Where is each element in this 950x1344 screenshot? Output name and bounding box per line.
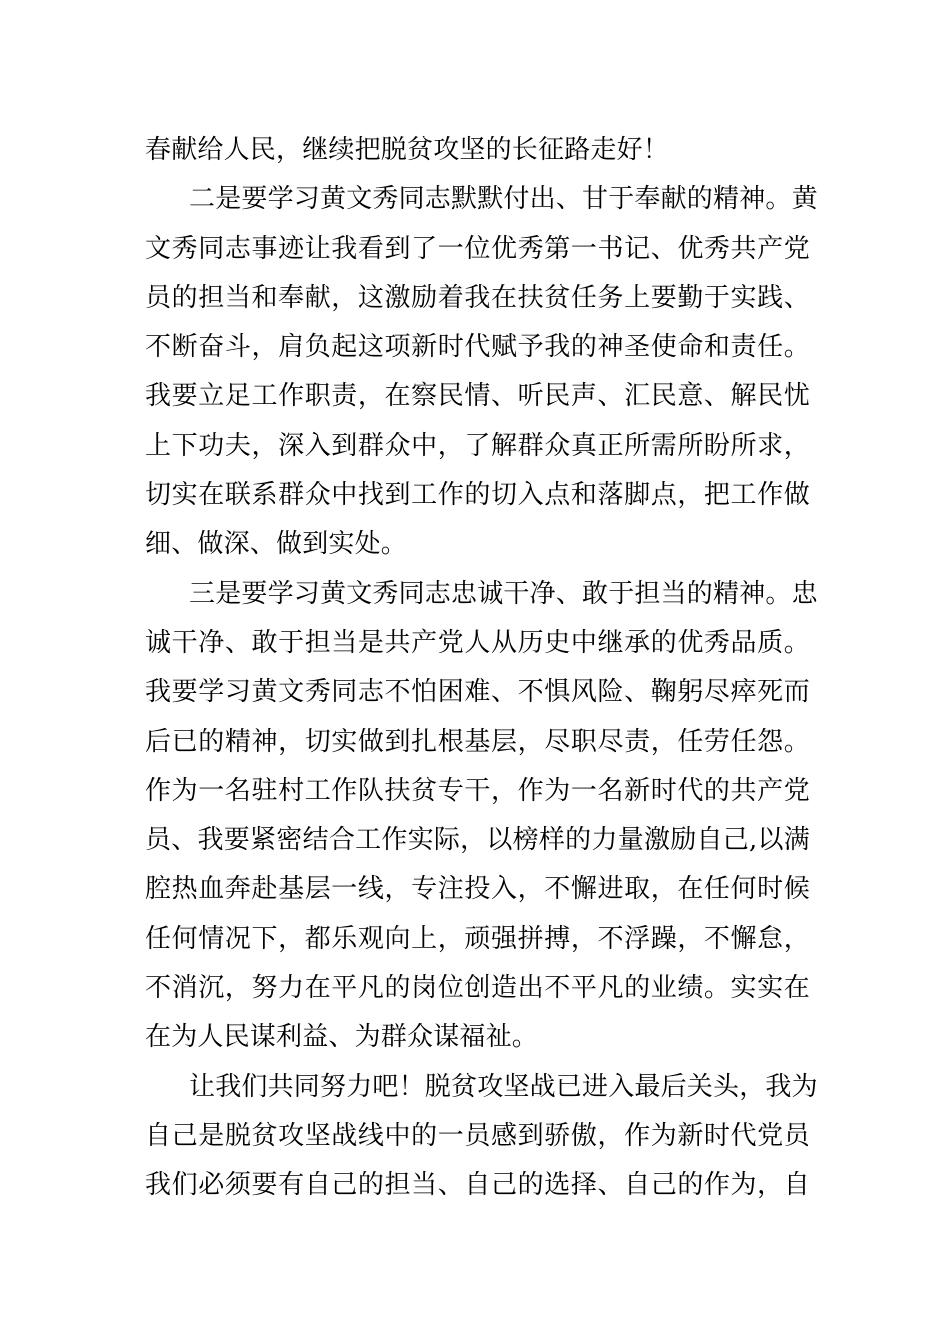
paragraph-start-line: 二是要学习黄文秀同志默默付出、甘于奉献的精神。黄: [189, 184, 818, 215]
text-line: 腔热血奔赴基层一线，专注投入，不懈进取，在任何时候: [145, 874, 810, 905]
text-line: 后已的精神，切实做到扎根基层，尽职尽责，任劳任怨。: [145, 726, 810, 757]
text-line: 切实在联系群众中找到工作的切入点和落脚点，把工作做: [145, 480, 810, 511]
text-line: 不断奋斗，肩负起这项新时代赋予我的神圣使命和责任。: [145, 332, 810, 363]
text-line: 文秀同志事迹让我看到了一位优秀第一书记、优秀共产党: [145, 233, 810, 264]
text-line: 我要立足工作职责，在察民情、听民声、汇民意、解民忧: [145, 381, 810, 412]
text-line: 诚干净、敢于担当是共产党人从历史中继承的优秀品质。: [145, 627, 810, 658]
paragraph-start-line: 让我们共同努力吧！脱贫攻坚战已进入最后关头，我为: [189, 1071, 818, 1102]
body-text: [145, 126, 818, 1211]
text-line: 不消沉，努力在平凡的岗位创造出不平凡的业绩。实实在: [145, 973, 810, 1004]
text-line: 我要学习黄文秀同志不怕困难、不惧风险、鞠躬尽瘁死而: [145, 677, 810, 708]
text-line: 春献给人民，继续把脱贫攻坚的长征路走好！: [145, 135, 670, 165]
text-line: 员的担当和奉献，这激励着我在扶贫任务上要勤于实践、: [145, 282, 810, 313]
text-line: 作为一名驻村工作队扶贫专干，作为一名新时代的共产党: [145, 775, 810, 806]
text-line: 细、做深、做到实处。: [145, 529, 408, 560]
text-line: 员、我要紧密结合工作实际，以榜样的力量激励自己,以满: [145, 825, 810, 856]
text-line: 我们必须要有自己的担当、自己的选择、自己的作为，自: [145, 1170, 810, 1201]
text-line: 自己是脱贫攻坚战线中的一员感到骄傲，作为新时代党员: [145, 1120, 810, 1151]
paragraph-start-line: 三是要学习黄文秀同志忠诚干净、敢于担当的精神。忠: [189, 578, 818, 609]
text-line: 在为人民谋利益、为群众谋福祉。: [145, 1022, 539, 1053]
text-line: 上下功夫，深入到群众中，了解群众真正所需所盼所求，: [145, 430, 810, 461]
text-line: 任何情况下，都乐观向上，顽强拼搏，不浮躁，不懈怠，: [145, 923, 810, 954]
